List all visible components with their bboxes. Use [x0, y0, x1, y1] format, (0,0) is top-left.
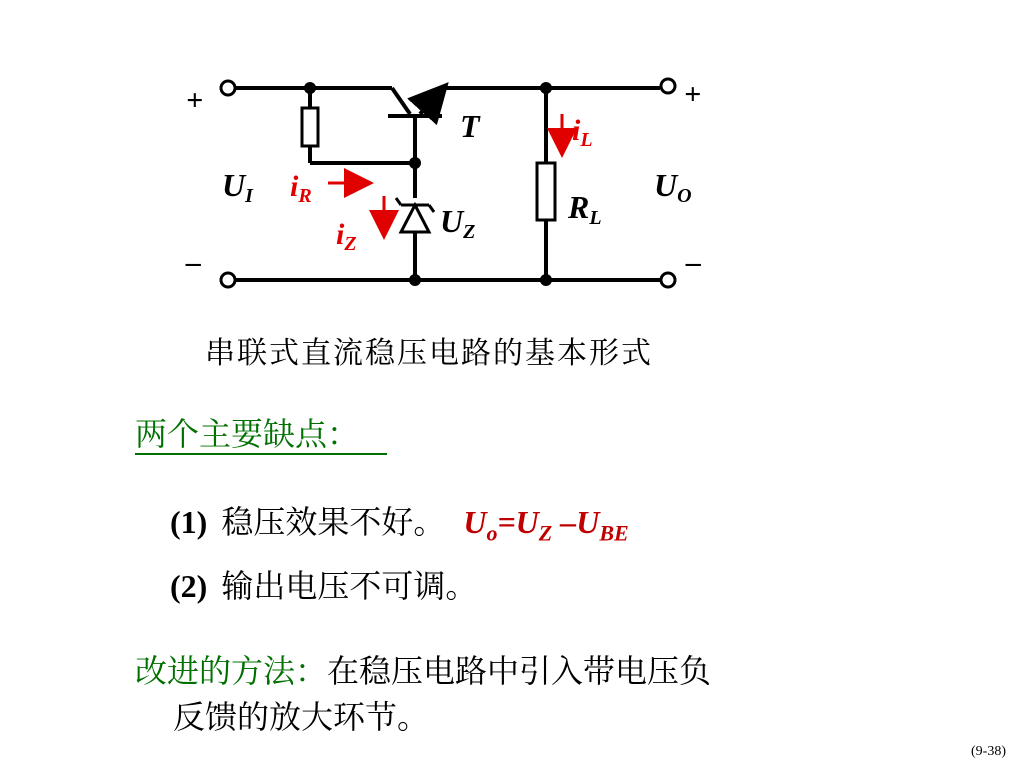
ui-label: UI [222, 167, 253, 207]
zener-diode [396, 198, 434, 232]
uo-label: UO [654, 167, 692, 207]
terminal-in-plus [221, 81, 235, 95]
iz-label: $i_Z$ [336, 218, 357, 255]
method-text-line2: 反馈的放大环节。 [173, 698, 430, 736]
drawbacks-heading: 两个主要缺点： [135, 415, 387, 455]
plus-right-label: + [684, 78, 702, 111]
terminal-in-minus [221, 273, 235, 287]
item-text: 稳压效果不好。 [221, 503, 446, 541]
terminal-out-minus [661, 273, 675, 287]
page-number: (9-38) [971, 744, 1006, 759]
transistor-t [388, 88, 442, 116]
method-label: 改进的方法： [135, 652, 328, 690]
improvement-method [135, 648, 875, 740]
circuit-diagram [0, 0, 1024, 320]
uz-label: UZ [440, 203, 476, 243]
resistor-rl [537, 163, 555, 220]
wires [236, 88, 660, 280]
item-text: 输出电压不可调。 [221, 567, 478, 605]
drawback-item-2 [170, 561, 477, 607]
minus-right-label: – [686, 246, 701, 279]
resistor-r [302, 108, 318, 146]
il-label: $i_L$ [572, 114, 593, 151]
minus-left-label: – [186, 246, 201, 279]
output-voltage-formula: $U_o=U_Z$ $-U_{BE}$ [463, 504, 629, 546]
plus-left-label: + [186, 84, 204, 117]
method-text: 在稳压电路中引入带电压负 [327, 652, 712, 690]
item-number: (2) [170, 568, 208, 604]
ir-label: $i_R$ [290, 170, 312, 207]
drawback-item-1 [170, 497, 629, 546]
rl-label: RL [568, 189, 602, 229]
item-number: (1) [170, 504, 208, 540]
t-label: T [460, 108, 480, 144]
diagram-caption: 串联式直流稳压电路的基本形式 [205, 336, 653, 371]
terminal-out-plus [661, 79, 675, 93]
